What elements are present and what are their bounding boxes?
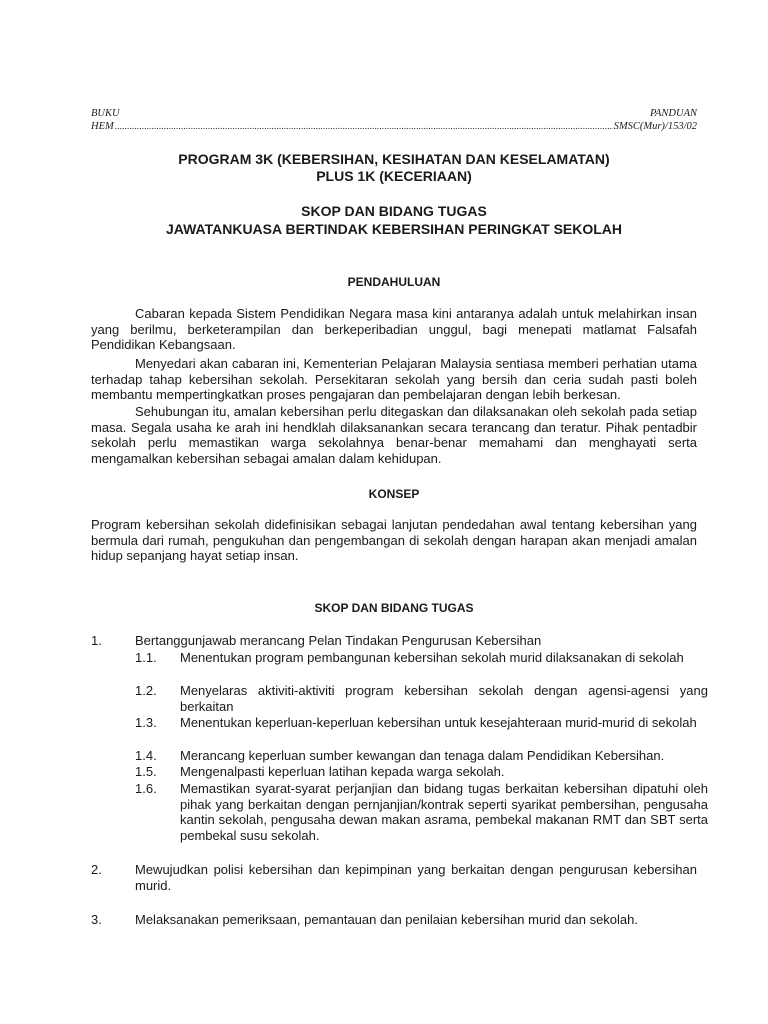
sub-item-text: Mengenalpasti keperluan latihan kepada warga sekolah. <box>180 764 505 779</box>
header-reference-code: SMSC(Mur)/153/02 <box>613 121 697 132</box>
header-hem-label: HEM <box>91 121 114 132</box>
pendahuluan-paragraph-2: Menyedari akan cabaran ini, Kementerian Pelajaran Malaysia sentiasa memberi perhatian utama terhadap tahap kebersihan sekolah. Persekitaran sekolah yang bersih dan ceria sudah pasti boleh membantu mempertingkatkan proses pengajaran dan pembelajaran dengan lebih berkesan. <box>91 356 697 402</box>
sub-item-number: 1.2. <box>135 683 157 698</box>
document-title-line-3: SKOP DAN BIDANG TUGAS <box>301 203 487 219</box>
sub-item-text: Memastikan syarat-syarat perjanjian dan bidang tugas berkaitan kebersihan dipatuhi oleh pihak yang berkaitan dengan pernjanjian/kontrak seperti syarikat pembersihan, pengusaha kantin sekolah, pengusaha dewan makan asrama, pembekal makanan RMT dan SBT serta pembekal susu sekolah. <box>180 781 708 843</box>
sub-item-text: Menentukan keperluan-keperluan kebersihan untuk kesejahteraan murid-murid di sekolah <box>180 715 697 730</box>
list-item-text: Melaksanakan pemeriksaan, pemantauan dan penilaian kebersihan murid dan sekolah. <box>135 912 638 927</box>
sub-item-number: 1.3. <box>135 715 157 730</box>
running-header <box>91 108 697 133</box>
sub-item-text: Menyelaras aktiviti-aktiviti program kebersihan sekolah dengan agensi-agensi yang berkaitan <box>180 683 708 714</box>
list-item-number: 2. <box>91 862 102 877</box>
document-title-line-2: PLUS 1K (KECERIAAN) <box>316 168 472 184</box>
list-item-text: Mewujudkan polisi kebersihan dan kepimpinan yang berkaitan dengan pengurusan kebersihan murid. <box>135 862 697 893</box>
header-row-top <box>91 108 697 120</box>
sub-item-number: 1.5. <box>135 764 157 779</box>
sub-item-text: Merancang keperluan sumber kewangan dan tenaga dalam Pendidikan Kebersihan. <box>180 748 665 763</box>
header-guide-label: PANDUAN <box>649 108 697 119</box>
section-heading-pendahuluan: PENDAHULUAN <box>347 275 441 289</box>
sub-item-number: 1.4. <box>135 748 157 763</box>
pendahuluan-paragraph-3: Sehubungan itu, amalan kebersihan perlu ditegaskan dan dilaksanakan oleh sekolah pada setiap masa. Segala usaha ke arah ini hendklah dilaksanankan secara terancang dan teratur. Pihak pentadbir sekolah perlu memastikan warga sekolahnya benar-benar memahami dan menghayati serta mengamalkan kebersihan sebagai amalan dalam kehidupan. <box>91 404 697 466</box>
document-title-line-1: PROGRAM 3K (KEBERSIHAN, KESIHATAN DAN KESELAMATAN) <box>178 151 610 167</box>
section-heading-skop: SKOP DAN BIDANG TUGAS <box>314 601 474 615</box>
header-book-label: BUKU <box>91 108 120 119</box>
pendahuluan-paragraph-1: Cabaran kepada Sistem Pendidikan Negara masa kini antaranya adalah untuk melahirkan insan yang berilmu, berketerampilan dan berkeperibadian unggul, bagi menepati matlamat Falsafah Pendidikan Kebangsaan. <box>91 306 697 352</box>
sub-item-number: 1.6. <box>135 781 157 796</box>
section-heading-konsep: KONSEP <box>368 487 420 501</box>
konsep-paragraph: Program kebersihan sekolah didefinisikan sebagai lanjutan pendedahan awal tentang kebersihan yang bermula dari rumah, pengukuhan dan pengembangan di sekolah dengan harapan akan menjadi amalan hidup sepanjang hayat setiap insan. <box>91 517 697 563</box>
document-title-line-4: JAWATANKUASA BERTINDAK KEBERSIHAN PERINGKAT SEKOLAH <box>165 221 623 237</box>
sub-item-number: 1.1. <box>135 650 157 665</box>
header-row-bottom <box>91 120 697 133</box>
list-item-number: 1. <box>91 633 102 648</box>
list-item-number: 3. <box>91 912 102 927</box>
header-dotted-leader <box>115 120 613 132</box>
list-item-text: Bertanggunjawab merancang Pelan Tindakan Pengurusan Kebersihan <box>135 633 542 648</box>
sub-item-text: Menentukan program pembangunan kebersihan sekolah murid dilaksanakan di sekolah <box>180 650 684 665</box>
